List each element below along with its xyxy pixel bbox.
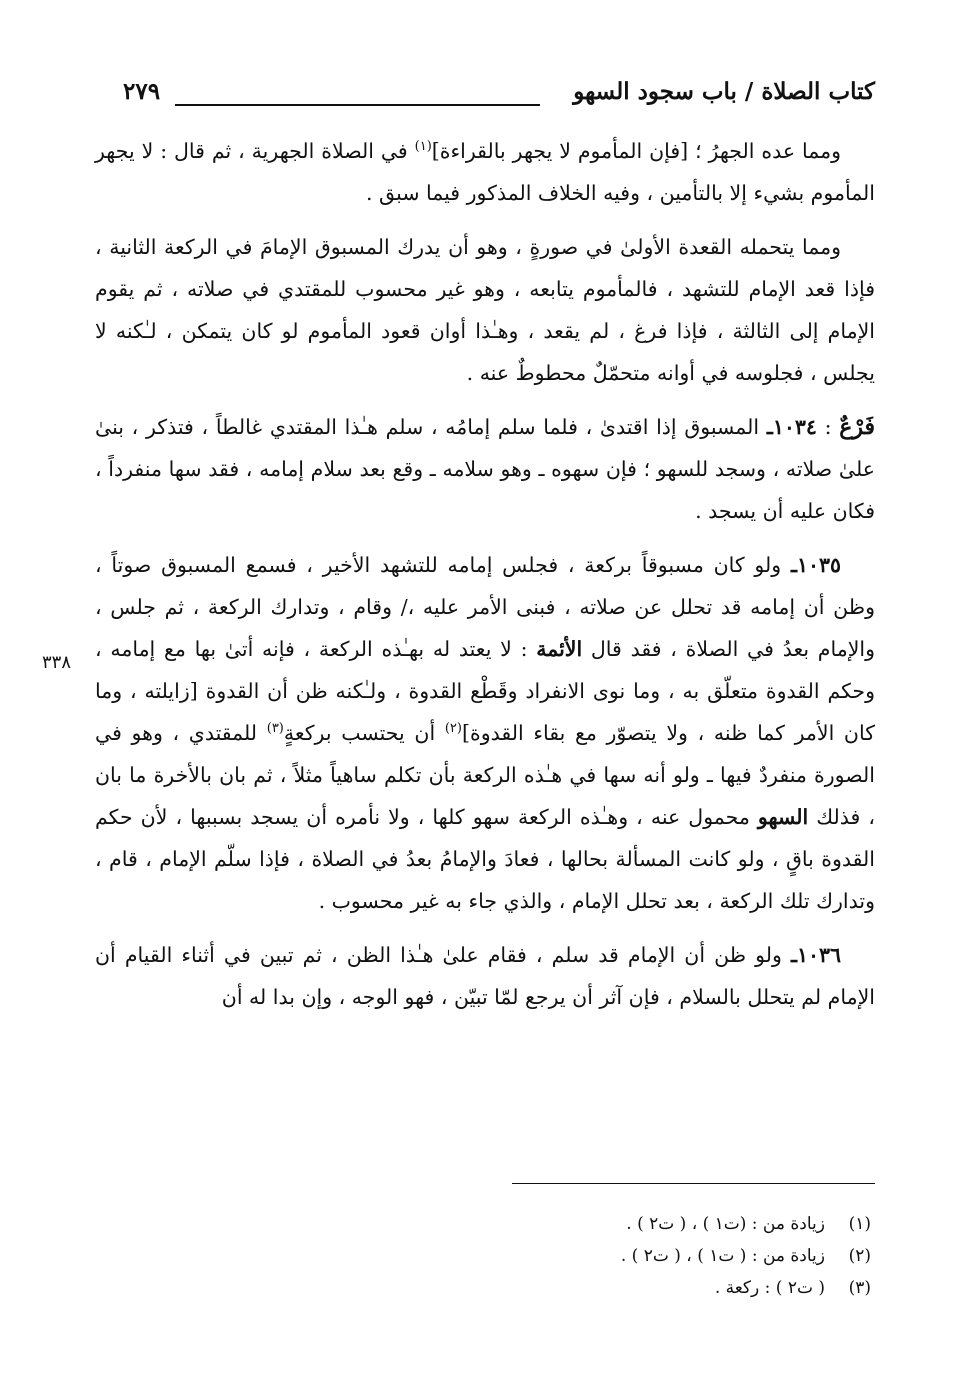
running-head bbox=[95, 78, 875, 118]
manuscript-page-marker: ٣٣٨ bbox=[42, 652, 72, 673]
footnotes bbox=[311, 1208, 871, 1304]
section-number: ١٠٣٤ bbox=[772, 415, 817, 439]
footnote-rule bbox=[512, 1183, 875, 1184]
paragraph-1036: ١٠٣٦ـ ولو ظن أن الإمام قد سلم ، فقام علىٰ هـٰذا الظن ، ثم تبين في أثناء القيام أن الإمام لم يتحلل بالسلام ، فإن آثر أن يرجع لمّا تبيّن ، فهو الوجه ، وإن بدا له أن bbox=[95, 943, 875, 1009]
section-number: ١٠٣٦ bbox=[796, 943, 841, 967]
footnote-ref[interactable]: (٣) bbox=[266, 721, 284, 737]
paragraph-1034: فَرْعٌ : ١٠٣٤ـ المسبوق إذا اقتدىٰ ، فلما سلم إمامُه ، سلم هـٰذا المقتدي غالطاً ، فتذكر ، بنىٰ علىٰ صلاته ، وسجد للسهو ؛ فإن سهوه ـ وهو سلامه ـ وقع بعد سلام إمامه ، فقد سها منفرداً ، فكان عليه أن يسجد . bbox=[95, 414, 875, 523]
footnote-ref[interactable]: (٢) bbox=[444, 721, 462, 737]
paragraph-1035: ١٠٣٥ـ ولو كان مسبوقاً بركعة ، فجلس إمامه للتشهد الأخير ، فسمع المسبوق صوتاً ، وظن أن إمامه قد تحلل عن صلاته ، فبنى الأمر عليه ،/ وقام ، وتدارك الركعة ، ثم جلس ، والإمام بعدُ في الصلاة ، فقد قال الأئمة : لا يعتد له بهـٰذه الركعة ، فإنه أتىٰ بها مع إمامه ، وحكم القدوة متعلّق به ، وما نوى الانفراد وقَطْع القدوة ، ولـٰكنه ظن أن القدوة [زايلته ، وما كان الأمر كما ظنه ، ولا يتصوّر مع بقاء القدوة]$^{(٢)}$ أن يحتسب بركعةٍ$^{(٣)}$ للمقتدي ، وهو في الصورة منفردٌ فيها ـ ولو أنه سها في هـٰذه الركعة بأن تكلم ساهياً مثلاً ، ثم بان بالأخرة ما بان ، فذلك السهو محمول عنه ، وهـٰذه الركعة سهو كلها ، ولا نأمره أن يسجد بسببها ، لأن حكم القدوة باقٍ ، ولو كانت المسألة بحالها ، فعادَ والإمامُ بعدُ في الصلاة ، فإذا سلّم الإمام ، قام ، وتدارك تلك الركعة ، بعد تحلل الإمام ، والذي جاء به غير محسوب . bbox=[95, 553, 875, 913]
paragraph-2: ومما يتحمله القعدة الأولىٰ في صورةٍ ، وهو أن يدرك المسبوق الإمامَ في الركعة الثانية ، فإذا قعد الإمام للتشهد ، فالمأموم يتابعه ، وهو غير محسوب للمقتدي في صلاته ، ثم يقوم الإمام إلى الثالثة ، فإذا فرغ ، لم يقعد ، وهـٰذا أوان قعود المأموم لو كان يتمكن ، لـٰكنه لا يجلس ، فجلوسه في أوانه متحمّلٌ محطوطٌ عنه . bbox=[95, 235, 875, 385]
footnote-ref[interactable]: (١) bbox=[414, 139, 432, 155]
footnote: (٣)( ت٢ ) : ركعة . bbox=[714, 1278, 871, 1298]
header-rule bbox=[175, 104, 540, 106]
page-number: ٢٧٩ bbox=[123, 78, 161, 105]
section-number: ١٠٣٥ bbox=[796, 553, 841, 577]
body-text bbox=[95, 130, 875, 1018]
paragraph-1: ومما عده الجهرُ ؛ [فإن المأموم لا يجهر بالقراءة]$^{(١)}$ في الصلاة الجهرية ، ثم قال : لا يجهر المأموم بشيء إلا بالتأمين ، وفيه الخلاف المذكور فيما سبق . bbox=[95, 139, 875, 205]
chapter-title: كتاب الصلاة / باب سجود السهو bbox=[573, 78, 875, 105]
footnote: (١)زيادة من : (ت١ ) ، ( ت٢ ) . bbox=[626, 1214, 871, 1234]
footnote: (٢)زيادة من : ( ت١ ) ، ( ت٢ ) . bbox=[620, 1246, 871, 1266]
branch-label: فَرْعٌ bbox=[839, 414, 875, 440]
